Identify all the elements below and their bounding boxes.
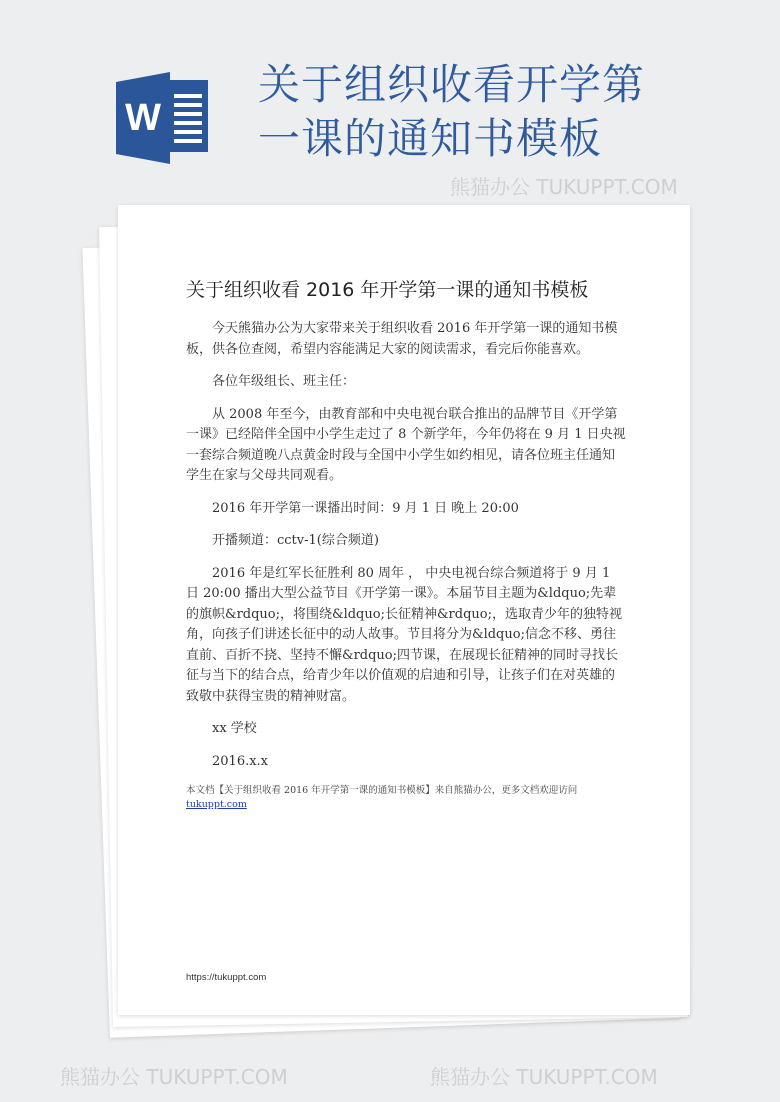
- watermark: 熊猫办公 TUKUPPT.COM: [60, 1065, 288, 1089]
- intro-paragraph: 今天熊猫办公为大家带来关于组织收看 2016 年开学第一课的通知书模板，供各位查阅，希望内容能满足大家的阅读需求，看完后你能喜欢。: [186, 321, 618, 357]
- source-link[interactable]: tukuppt.com: [186, 799, 247, 810]
- salutation: 各位年级组长、班主任：: [212, 374, 356, 389]
- watermark: 熊猫办公 TUKUPPT.COM: [430, 1065, 658, 1089]
- footer-url: https://tukuppt.com: [186, 972, 267, 983]
- watermark: 熊猫办公 TUKUPPT.COM: [450, 175, 678, 199]
- page-title: 关于组织收看开学第一课的通知书模板: [258, 60, 646, 163]
- source-note-text: 本文档【关于组织收看 2016 年开学第一课的通知书模板】来自熊猫办公，更多文档欢迎访问: [186, 785, 578, 796]
- source-note: [186, 784, 636, 812]
- document-body: [186, 319, 626, 772]
- broadcast-channel: 开播频道：cctv-1(综合频道): [212, 533, 379, 548]
- document-content: [186, 319, 626, 812]
- background-paragraph: 从 2008 年至今，由教育部和中央电视台联合推出的品牌节目《开学第一课》已经陪伴全国中小学生走过了 8 个新学年，今年仍将在 9 月 1 日央视一套综合频道晚八点黄金时段与全国中小学生如约相见，请各位班主任通知学生在家与父母共同观看。: [186, 406, 626, 483]
- broadcast-time: 2016 年开学第一课播出时间：9 月 1 日 晚上 20:00: [212, 500, 519, 516]
- signature-school: xx 学校: [212, 721, 257, 736]
- signature-date: 2016.x.x: [212, 753, 269, 769]
- word-icon: [108, 68, 212, 168]
- document-page: [118, 205, 690, 1015]
- document-title: 关于组织收看 2016 年开学第一课的通知书模板: [186, 279, 589, 301]
- program-paragraph: 2016 年是红军长征胜利 80 周年 ， 中央电视台综合频道将于 9 月 1 日 20:00 播出大型公益节目《开学第一课》。本届节目主题为&ldquo;先辈的旗帜&rdquo;，将围绕&ldquo;长征精神&rdquo;，选取青少年的独特视角，向孩子们讲述长征中的动人故事。节目将分为&ldquo;信念不移、勇往直前、百折不挠、坚持不懈&rdquo;四节课，在展现长征精神的同时寻找长征与当下的结合点，给青少年以价值观的启迪和引导，让孩子们在对英雄的致敬中获得宝贵的精神财富。: [186, 565, 622, 704]
- svg-text:W: W: [125, 97, 161, 139]
